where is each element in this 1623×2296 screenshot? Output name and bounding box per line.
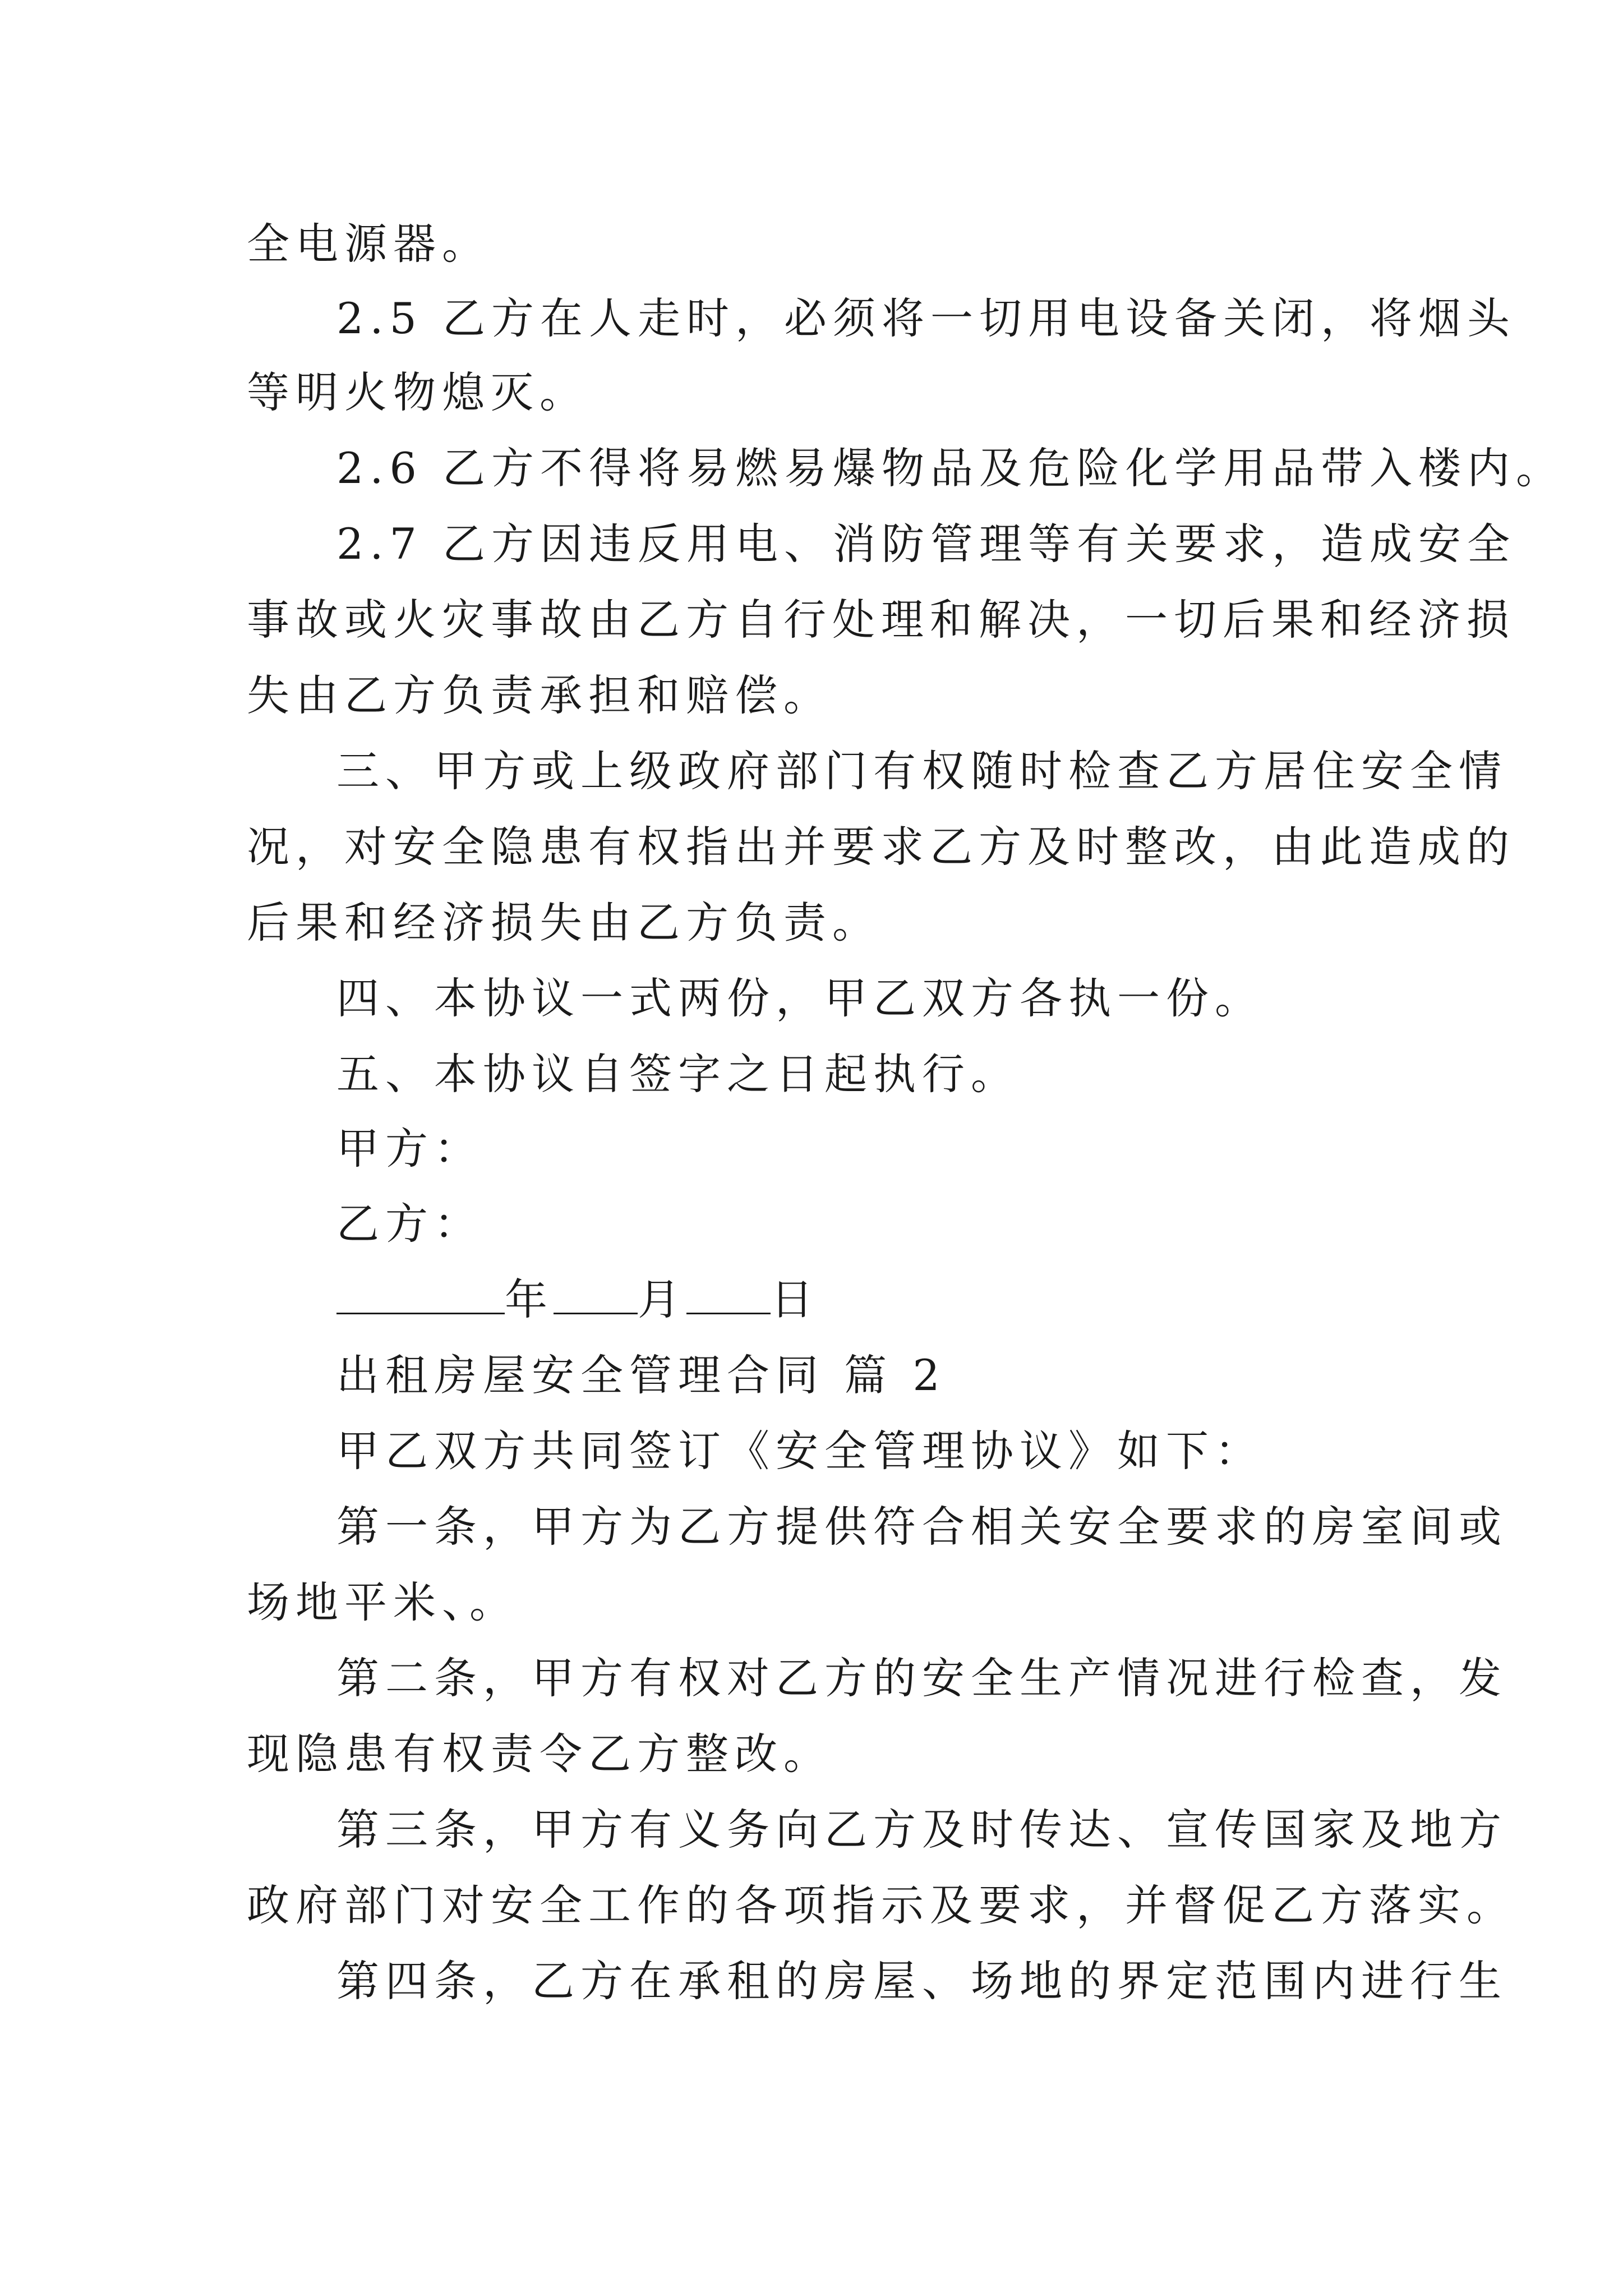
paragraph-line: 甲乙双方共同签订《安全管理协议》如下：	[336, 1426, 1264, 1476]
paragraph-line: 三、甲方或上级政府部门有权随时检查乙方居住安全情	[336, 746, 1507, 796]
paragraph-line: 第一条，甲方为乙方提供符合相关安全要求的房室间或	[336, 1502, 1507, 1552]
paragraph-line: 事故或火灾事故由乙方自行处理和解决，一切后果和经济损	[247, 595, 1515, 645]
paragraph-line: 现隐患有权责令乙方整改。	[247, 1729, 832, 1779]
paragraph-line: 2.7 乙方因违反用电、消防管理等有关要求，造成安全	[336, 519, 1516, 569]
paragraph-line: 况，对安全隐患有权指出并要求乙方及时整改，由此造成的	[247, 822, 1515, 872]
month-blank	[554, 1268, 638, 1314]
paragraph-line: 政府部门对安全工作的各项指示及要求，并督促乙方落实。	[247, 1880, 1515, 1930]
paragraph-line: 后果和经济损失由乙方负责。	[247, 898, 881, 947]
paragraph-line: 等明火物熄灭。	[247, 367, 588, 417]
year-blank	[336, 1268, 505, 1314]
year-label: 年	[505, 1274, 554, 1324]
paragraph-line: 失由乙方负责承担和赔偿。	[247, 670, 832, 720]
section-title: 出租房屋安全管理合同 篇 2	[336, 1350, 946, 1400]
day-label: 日	[771, 1274, 819, 1324]
paragraph-line: 2.5 乙方在人走时，必须将一切用电设备关闭，将烟头	[336, 293, 1516, 343]
month-label: 月	[638, 1274, 686, 1324]
paragraph-line: 第三条，甲方有义务向乙方及时传达、宣传国家及地方	[336, 1805, 1507, 1855]
paragraph-line: 全电源器。	[247, 219, 491, 269]
paragraph-line: 四、本协议一式两份，甲乙双方各执一份。	[336, 973, 1264, 1023]
paragraph-line: 场地平米、。	[247, 1577, 518, 1627]
date-line	[336, 1266, 819, 1333]
paragraph-line: 第四条，乙方在承租的房屋、场地的界定范围内进行生	[336, 1956, 1507, 2006]
party-a-label: 甲方：	[336, 1124, 483, 1174]
day-blank	[686, 1268, 771, 1314]
party-b-label: 乙方：	[336, 1199, 483, 1249]
paragraph-line: 五、本协议自签字之日起执行。	[336, 1049, 1020, 1099]
paragraph-line: 2.6 乙方不得将易燃易爆物品及危险化学用品带入楼内。	[336, 443, 1565, 493]
paragraph-line: 第二条，甲方有权对乙方的安全生产情况进行检查，发	[336, 1653, 1507, 1703]
